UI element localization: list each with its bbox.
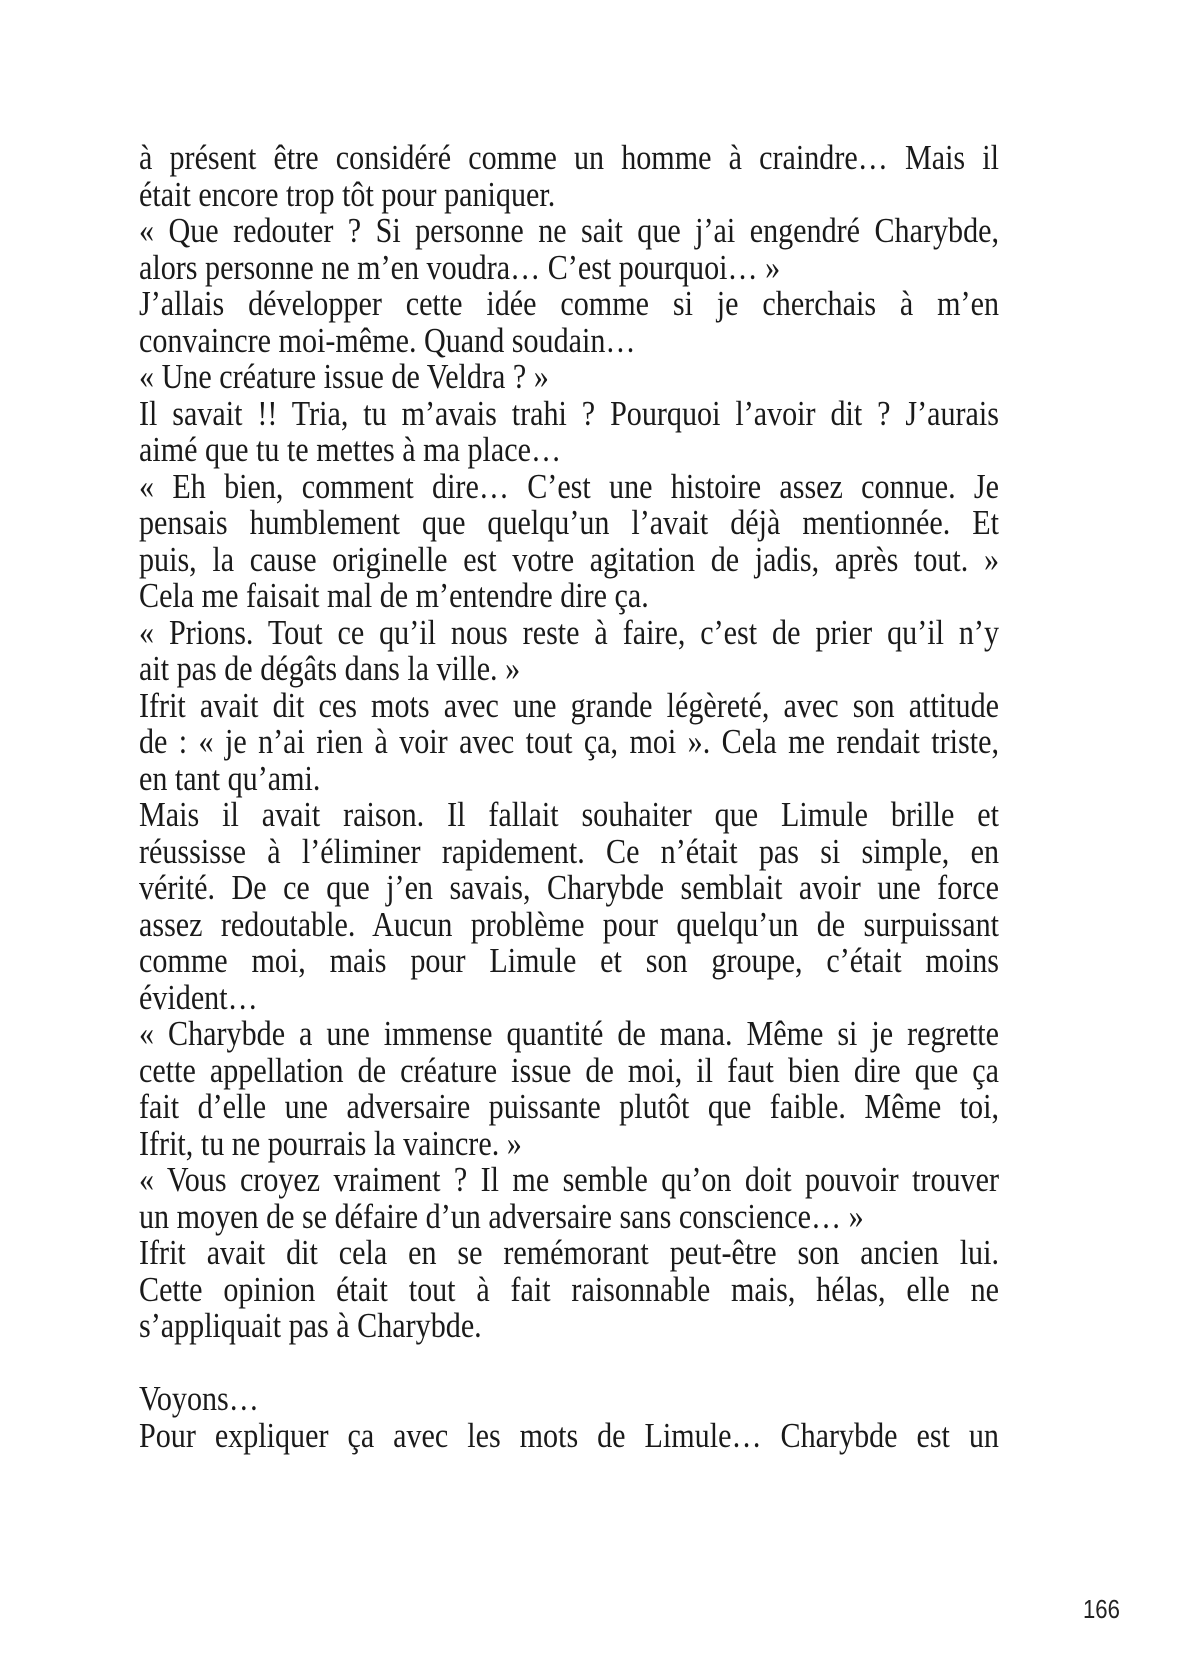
text-line-content: J’allais développer cette idée comme si je cherchais à m’en bbox=[139, 284, 999, 323]
text-line bbox=[139, 1123, 1059, 1163]
text-line bbox=[139, 977, 1059, 1017]
text-line bbox=[139, 943, 1059, 980]
text-line bbox=[139, 797, 1059, 834]
text-line bbox=[139, 578, 1059, 615]
text-line-content: Ifrit avait dit ces mots avec une grande légèreté, avec son attitude bbox=[139, 685, 999, 725]
text-line-content: ait pas de dégâts dans la ville. » bbox=[139, 649, 521, 688]
text-line bbox=[139, 393, 1059, 433]
text-line-content: fait d’elle une adversaire puissante plutôt que faible. Même toi, bbox=[139, 1087, 999, 1126]
text-line bbox=[139, 432, 1059, 469]
text-line-content: comme moi, mais pour Limule et son groupe, c’était moins bbox=[139, 941, 999, 980]
text-line bbox=[139, 359, 1059, 396]
text-line bbox=[139, 1089, 1059, 1126]
text-line-content: « Que redouter ? Si personne ne sait que j’ai engendré Charybde, bbox=[139, 211, 999, 250]
text-line bbox=[139, 320, 1059, 360]
text-line bbox=[139, 466, 1059, 506]
text-line-content: « Une créature issue de Veldra ? » bbox=[139, 357, 549, 396]
text-line-content: cette appellation de créature issue de moi, il faut bien dire que ça bbox=[139, 1050, 999, 1090]
text-line-content: « Prions. Tout ce qu’il nous reste à faire, c’est de prier qu’il n’y bbox=[139, 612, 999, 652]
text-line-content: aimé que tu te mettes à ma place… bbox=[139, 430, 562, 469]
text-line-content: à présent être considéré comme un homme à craindre… Mais il bbox=[139, 138, 999, 177]
text-line-content: réussisse à l’éliminer rapidement. Ce n’était pas si simple, en bbox=[139, 831, 999, 871]
text-line-content: un moyen de se défaire d’un adversaire sans conscience… » bbox=[139, 1196, 864, 1236]
page-number: 166 bbox=[1083, 1594, 1120, 1624]
text-line bbox=[139, 505, 1059, 542]
text-line-content: Mais il avait raison. Il fallait souhaiter que Limule brille et bbox=[139, 795, 999, 834]
text-line-content: « Eh bien, comment dire… C’est une histoire assez connue. Je bbox=[139, 466, 999, 506]
text-line-content: Ifrit, tu ne pourrais la vaincre. » bbox=[139, 1123, 522, 1163]
text-line-content: puis, la cause originelle est votre agitation de jadis, après tout. » bbox=[139, 539, 999, 579]
text-line bbox=[139, 1050, 1059, 1090]
text-line-content bbox=[139, 1345, 147, 1382]
text-line bbox=[139, 247, 1059, 287]
text-line bbox=[139, 1269, 1059, 1309]
text-line bbox=[139, 685, 1059, 725]
text-line bbox=[139, 1016, 1059, 1053]
text-line-content: Pour expliquer ça avec les mots de Limule… Charybde est un bbox=[139, 1415, 999, 1455]
text-line bbox=[139, 140, 1059, 177]
text-line bbox=[139, 1345, 1059, 1382]
text-line-content: en tant qu’ami. bbox=[139, 758, 321, 798]
text-line bbox=[139, 286, 1059, 323]
text-line bbox=[139, 651, 1059, 688]
text-line-content: pensais humblement que quelqu’un l’avait déjà mentionnée. Et bbox=[139, 503, 999, 542]
text-line bbox=[139, 1235, 1059, 1272]
text-line-content: de : « je n’ai rien à voir avec tout ça, moi ». Cela me rendait triste, bbox=[139, 722, 999, 761]
text-line bbox=[139, 174, 1059, 214]
text-line bbox=[139, 831, 1059, 871]
text-line-content: assez redoutable. Aucun problème pour quelqu’un de surpuissant bbox=[139, 904, 999, 944]
text-line bbox=[139, 1196, 1059, 1236]
text-line-content: Cette opinion était tout à fait raisonnable mais, hélas, elle ne bbox=[139, 1269, 999, 1309]
text-line-content: s’appliquait pas à Charybde. bbox=[139, 1306, 482, 1345]
text-line-content: convaincre moi-même. Quand soudain… bbox=[139, 320, 636, 360]
text-line-content: Cela me faisait mal de m’entendre dire ça. bbox=[139, 576, 649, 615]
text-line bbox=[139, 1381, 1059, 1418]
body-text bbox=[139, 140, 1059, 1454]
text-line bbox=[139, 724, 1059, 761]
text-line-content: était encore trop tôt pour paniquer. bbox=[139, 174, 556, 214]
text-line-content: Il savait !! Tria, tu m’avais trahi ? Pourquoi l’avoir dit ? J’aurais bbox=[139, 393, 999, 433]
text-line-content: Ifrit avait dit cela en se remémorant peut-être son ancien lui. bbox=[139, 1233, 999, 1272]
text-line-content: alors personne ne m’en voudra… C’est pourquoi… » bbox=[139, 247, 781, 287]
text-line bbox=[139, 904, 1059, 944]
text-line-content: Voyons… bbox=[139, 1379, 259, 1418]
text-line-content: « Vous croyez vraiment ? Il me semble qu’on doit pouvoir trouver bbox=[139, 1160, 999, 1199]
text-line bbox=[139, 1415, 1059, 1455]
text-line bbox=[139, 539, 1059, 579]
text-line-content: vérité. De ce que j’en savais, Charybde semblait avoir une force bbox=[139, 868, 999, 907]
text-line bbox=[139, 213, 1059, 250]
text-line bbox=[139, 1162, 1059, 1199]
text-line-content: évident… bbox=[139, 977, 258, 1017]
text-line bbox=[139, 612, 1059, 652]
text-line-content: « Charybde a une immense quantité de mana. Même si je regrette bbox=[139, 1014, 999, 1053]
text-line bbox=[139, 1308, 1059, 1345]
text-line bbox=[139, 870, 1059, 907]
text-line bbox=[139, 758, 1059, 798]
